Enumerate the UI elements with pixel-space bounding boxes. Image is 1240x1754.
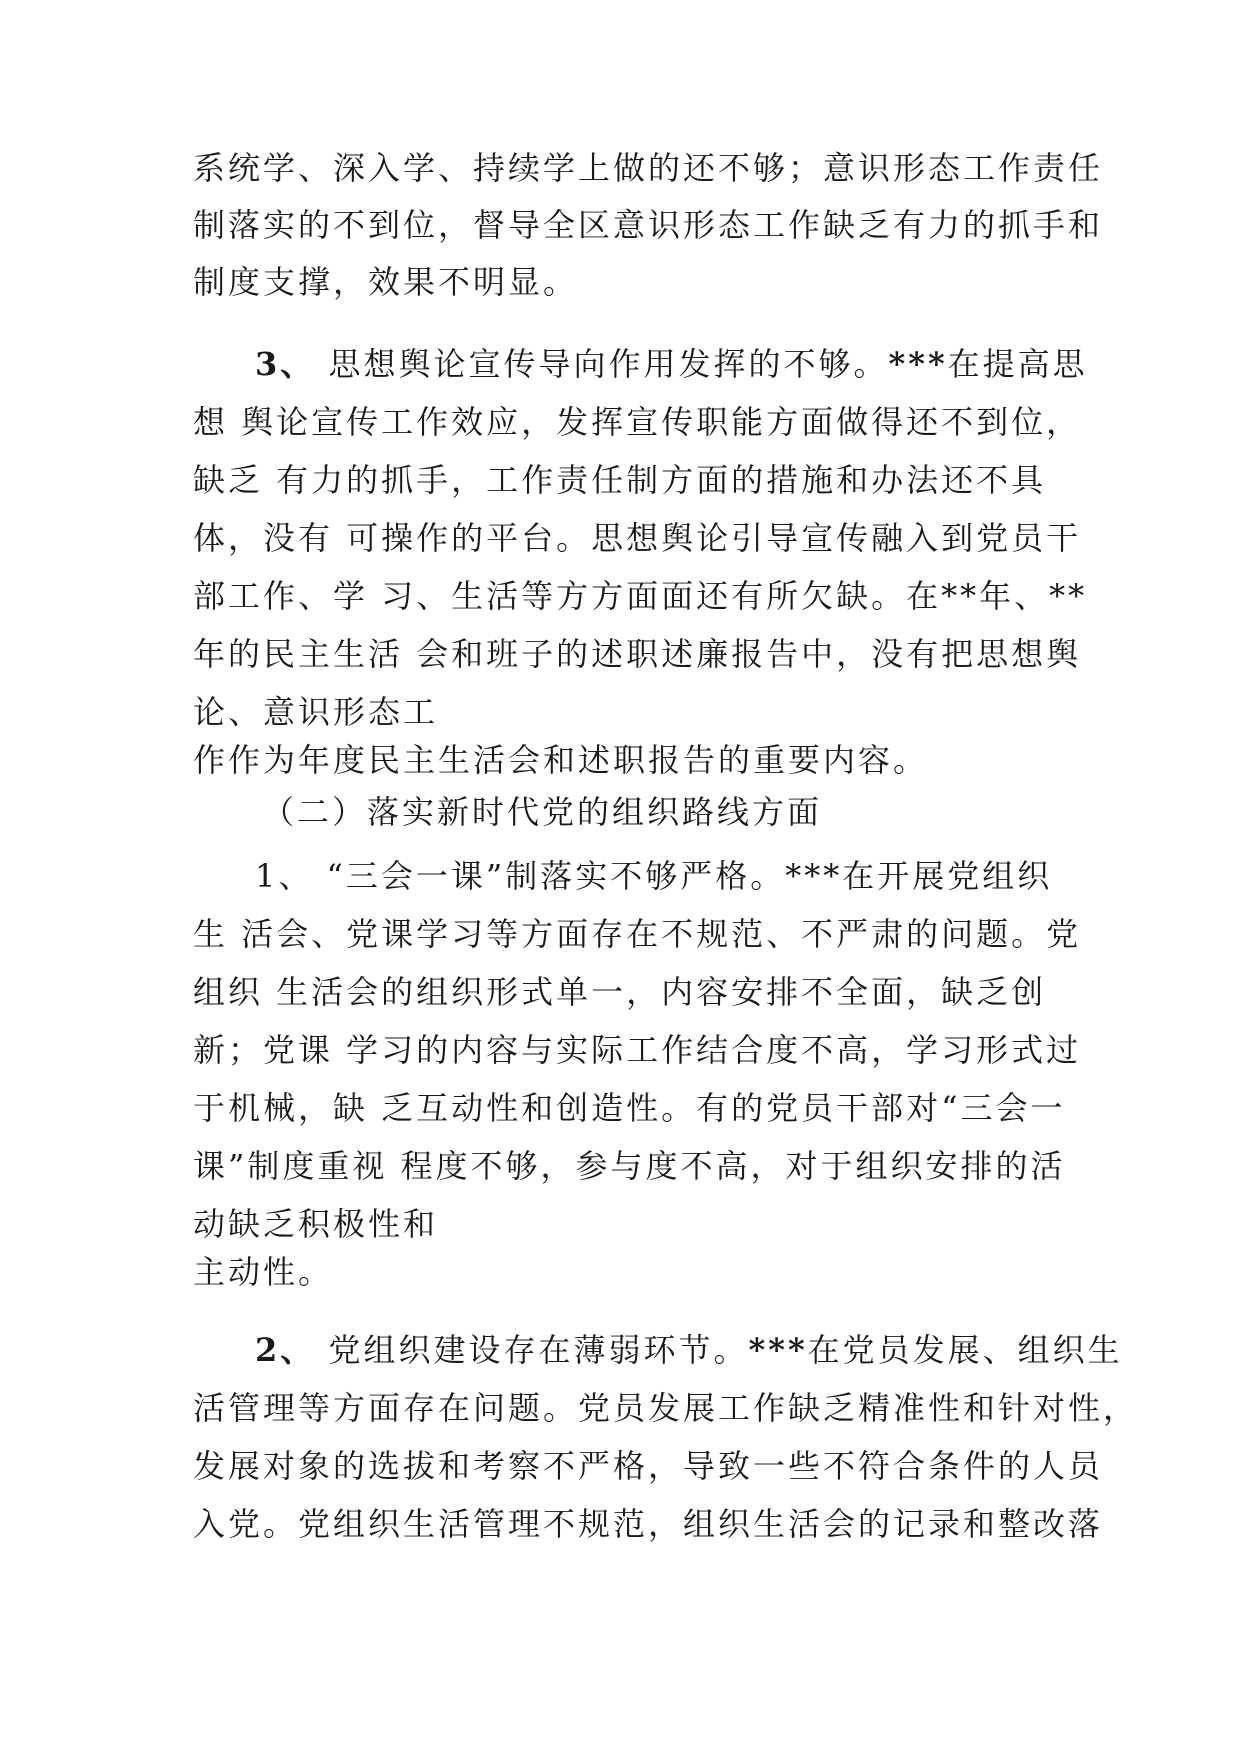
text-line: 主动性。: [193, 1253, 334, 1291]
text-line: 想 舆论宣传工作效应，发挥宣传职能方面做得还不到位，: [193, 403, 1082, 441]
text-line: 制度支撑，效果不明显。: [193, 263, 579, 301]
text-line: 作作为年度民主生活会和述职报告的重要内容。: [193, 741, 929, 779]
text-span: “三会一课”制落实不够严格。***在开展党组织: [313, 857, 1053, 895]
paragraph-first-line: [255, 856, 1052, 896]
text-span: 党组织建设存在薄弱环节。: [315, 1331, 749, 1369]
section-heading: （二）落实新时代党的组织路线方面: [262, 793, 823, 831]
item-number: 2、: [255, 1331, 316, 1369]
masked-name: ***: [748, 1331, 808, 1369]
text-span: 在提高思: [947, 345, 1088, 383]
text-span: 在党员发展、组织生: [807, 1331, 1123, 1369]
text-line: 部工作、学 习、生活等方方面面还有所欠缺。在**年、**: [193, 577, 1088, 615]
text-line: 活管理等方面存在问题。党员发展工作缺乏精准性和针对性，: [193, 1389, 1139, 1427]
masked-name: ***: [888, 345, 948, 383]
text-line: 动缺乏积极性和: [193, 1205, 439, 1243]
text-line: 缺乏 有力的抓手，工作责任制方面的措施和办法还不具: [193, 461, 1047, 499]
text-line: 入党。党组织生活管理不规范，组织生活会的记录和整改落: [193, 1505, 1104, 1543]
text-line: 系统学、深入学、持续学上做的还不够；意识形态工作责任: [193, 149, 1104, 187]
paragraph-first-line: [255, 1330, 1123, 1370]
text-line: 体，没有 可操作的平台。思想舆论引导宣传融入到党员干: [193, 519, 1082, 557]
text-line: 于机械，缺 乏互动性和创造性。有的党员干部对“三会一: [193, 1089, 1066, 1127]
text-line: 生 活会、党课学习等方面存在不规范、不严肃的问题。党: [193, 915, 1082, 953]
item-number: 1、: [255, 857, 314, 895]
text-line: 新；党课 学习的内容与实际工作结合度不高，学习形式过: [193, 1031, 1082, 1069]
text-line: 发展对象的选拔和考察不严格，导致一些不符合条件的人员: [193, 1447, 1104, 1485]
text-line: 论、意识形态工: [193, 693, 439, 731]
paragraph-first-line: [255, 344, 1088, 384]
text-line: 组织 生活会的组织形式单一，内容安排不全面，缺乏创: [193, 973, 1047, 1011]
text-line: 课”制度重视 程度不够，参与度不高，对于组织安排的活: [193, 1147, 1066, 1185]
text-line: 年的民主生活 会和班子的述职述廉报告中，没有把思想舆: [193, 635, 1082, 673]
text-span: 思想舆论宣传导向作用发挥的不够。: [315, 345, 889, 383]
text-line: 制落实的不到位，督导全区意识形态工作缺乏有力的抓手和: [193, 206, 1104, 244]
item-number: 3、: [255, 345, 316, 383]
